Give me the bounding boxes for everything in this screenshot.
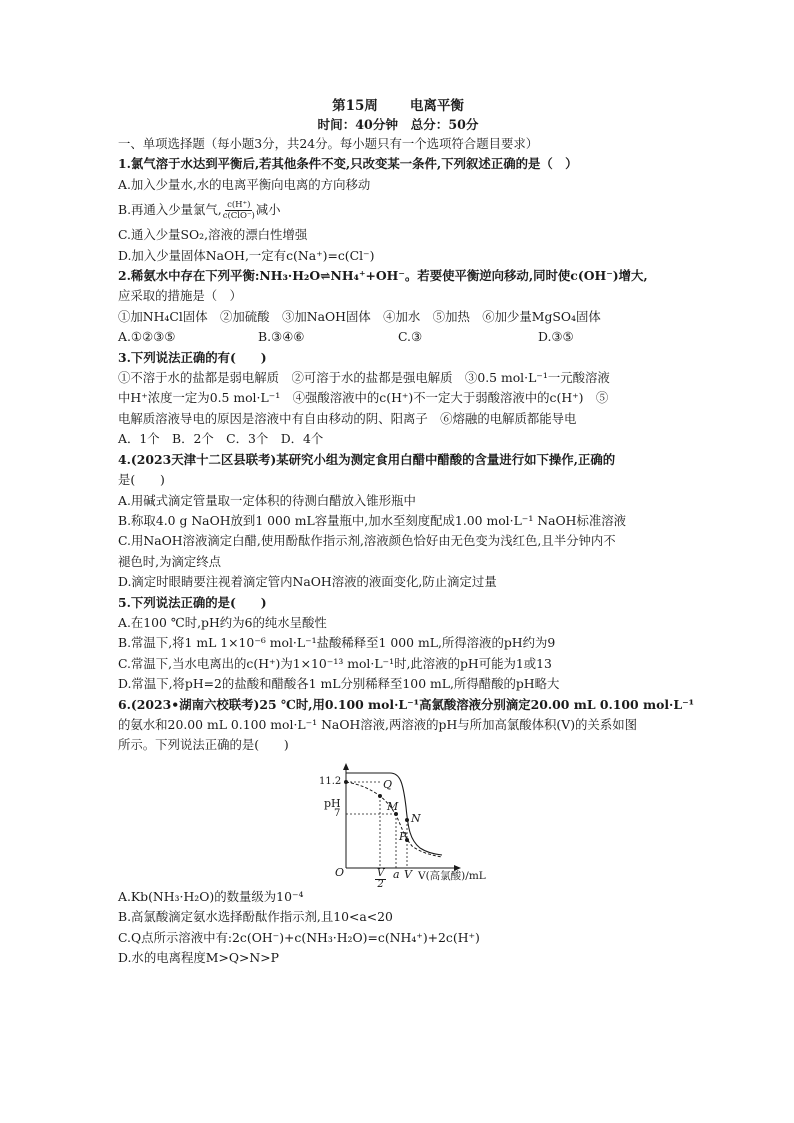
x-tick-a: a xyxy=(393,867,400,881)
question-1-option-a: A.加入少量水,水的电离平衡向电离的方向移动 xyxy=(118,176,371,192)
point-start xyxy=(344,780,348,784)
question-5-option-c: C.常温下,当水电离出的c(H⁺)为1×10⁻¹³ mol·L⁻¹时,此溶液的pH可能为1或13 xyxy=(118,655,552,671)
question-4-option-c-1: C.用NaOH溶液滴定白醋,使用酚酞作指示剂,溶液颜色恰好由无色变为浅红色,且半分钟内不 xyxy=(118,533,616,549)
question-2-option-a: A.①②③⑤ xyxy=(118,329,176,345)
question-5-option-d: D.常温下,将pH=2的盐酸和醋酸各1 mL分别稀释至100 mL,所得醋酸的pH略大 xyxy=(118,676,560,692)
question-6-option-d: D.水的电离程度M>Q>N>P xyxy=(118,950,279,965)
question-5-option-b: B.常温下,将1 mL 1×10⁻⁶ mol·L⁻¹盐酸稀释至1 000 mL,所得溶液的pH约为9 xyxy=(118,635,556,651)
topic-label: 电离平衡 xyxy=(409,98,464,114)
x-tick-half-num: V xyxy=(377,867,385,879)
question-5-stem: 5.下列说法正确的是( ) xyxy=(118,594,267,610)
x-tick-half-den: 2 xyxy=(377,878,384,890)
ammonia-curve xyxy=(346,782,442,857)
question-5-option-a: A.在100 ℃时,pH约为6的纯水呈酸性 xyxy=(118,614,327,630)
point-n xyxy=(405,818,409,822)
x-tick-half-v xyxy=(375,869,386,890)
titration-graph xyxy=(308,762,498,890)
option-b-suffix: 减小 xyxy=(255,202,281,218)
question-1-option-b xyxy=(118,195,678,225)
question-2-stem-2: 应采取的措施是（ ） xyxy=(118,288,242,304)
question-2-option-d: D.③⑤ xyxy=(538,329,574,345)
question-6-stem-1: 6.(2023•湖南六校联考)25 ℃时,用0.100 mol·L⁻¹高氯酸溶液分别滴定20.00 mL 0.100 mol·L⁻¹ xyxy=(118,696,695,712)
x-axis-label: V(高氯酸)/mL xyxy=(418,869,486,882)
worksheet-page xyxy=(118,96,695,968)
question-4-option-c-2: 褪色时,为滴定终点 xyxy=(118,553,222,569)
point-m-label: M xyxy=(387,799,399,813)
question-1-option-d: D.加入少量固体NaOH,一定有c(Na⁺)=c(Cl⁻) xyxy=(118,247,375,263)
x-tick-v: V xyxy=(404,867,412,881)
option-b-prefix: B.再通入少量氯气, xyxy=(118,202,222,218)
fraction xyxy=(223,200,255,221)
question-2-stem-1: 2.稀氨水中存在下列平衡:NH₃·H₂O⇌NH₄⁺+OH⁻。若要使平衡逆向移动,同时使c(OH⁻)增大, xyxy=(118,268,648,284)
question-3-line-2: 中H⁺浓度一定为0.5 mol·L⁻¹ ④强酸溶液中的c(H⁺)不一定大于弱酸溶液中的c(H⁺) ⑤ xyxy=(118,390,609,406)
y-tick-11-2: 11.2 xyxy=(319,775,342,787)
question-1-option-c: C.通入少量SO₂,溶液的漂白性增强 xyxy=(118,227,308,243)
question-3-options: A．1个 B．2个 C．3个 D．4个 xyxy=(118,431,324,447)
exam-meta: 时间：40分钟 总分：50分 xyxy=(317,117,479,132)
point-q-label: Q xyxy=(383,777,393,791)
question-2-items: ①加NH₄Cl固体 ②加硫酸 ③加NaOH固体 ④加水 ⑤加热 ⑥加少量MgSO₄固体 xyxy=(118,308,601,324)
fraction-denominator: c(ClO⁻) xyxy=(222,211,255,222)
question-4-option-d: D.滴定时眼睛要注视着滴定管内NaOH溶液的液面变化,防止滴定过量 xyxy=(118,574,497,590)
question-2-option-b: B.③④⑥ xyxy=(258,329,305,345)
question-4-stem-1: 4.(2023天津十二区县联考)某研究小组为测定食用白醋中醋酸的含量进行如下操作,正确的 xyxy=(118,451,616,467)
question-6-option-b: B.高氯酸滴定氨水选择酚酞作指示剂,且10<a<20 xyxy=(118,909,393,925)
origin-label: O xyxy=(335,865,345,879)
question-2-options xyxy=(118,327,678,347)
question-4-option-b: B.称取4.0 g NaOH放到1 000 mL容量瓶中,加水至刻度配成1.00 mol·L⁻¹ NaOH标准溶液 xyxy=(118,512,627,528)
question-4-stem-2: 是( ) xyxy=(118,472,165,488)
question-6-option-c: C.Q点所示溶液中有:2c(OH⁻)+c(NH₃·H₂O)=c(NH₄⁺)+2c(H⁺) xyxy=(118,929,480,945)
question-3-line-3: 电解质溶液导电的原因是溶液中有自由移动的阴、阳离子 ⑥熔融的电解质都能导电 xyxy=(118,410,577,426)
fraction-numerator: c(H⁺) xyxy=(227,200,251,211)
point-n-label: N xyxy=(411,811,421,825)
week-label: 第15周 xyxy=(332,98,378,114)
question-1-stem: 1.氯气溶于水达到平衡后,若其他条件不变,只改变某一条件,下列叙述正确的是（ ） xyxy=(118,156,578,172)
question-6-option-a: A.Kb(NH₃·H₂O)的数量级为10⁻⁴ xyxy=(118,888,304,904)
y-axis-label: pH xyxy=(324,796,341,810)
question-3-stem: 3.下列说法正确的有( ) xyxy=(118,349,267,365)
point-p-label: P xyxy=(399,829,407,843)
page-title xyxy=(118,96,678,116)
question-6-stem-2: 的氨水和20.00 mL 0.100 mol·L⁻¹ NaOH溶液,两溶液的pH与所加高氯酸体积(V)的关系如图 xyxy=(118,716,637,732)
section-heading: 一、单项选择题（每小题3分，共24分。每小题只有一个选项符合题目要求） xyxy=(118,136,539,151)
point-q xyxy=(378,794,382,798)
y-axis-arrow xyxy=(343,763,349,770)
y-tick-7: 7 xyxy=(334,807,341,819)
question-6-stem-3: 所示。下列说法正确的是( ) xyxy=(118,737,289,753)
question-4-option-a: A.用碱式滴定管量取一定体积的待测白醋放入锥形瓶中 xyxy=(118,492,416,508)
question-3-line-1: ①不溶于水的盐都是弱电解质 ②可溶于水的盐都是强电解质 ③0.5 mol·L⁻¹一元酸溶液 xyxy=(118,370,610,386)
question-2-option-c: C.③ xyxy=(398,329,423,345)
